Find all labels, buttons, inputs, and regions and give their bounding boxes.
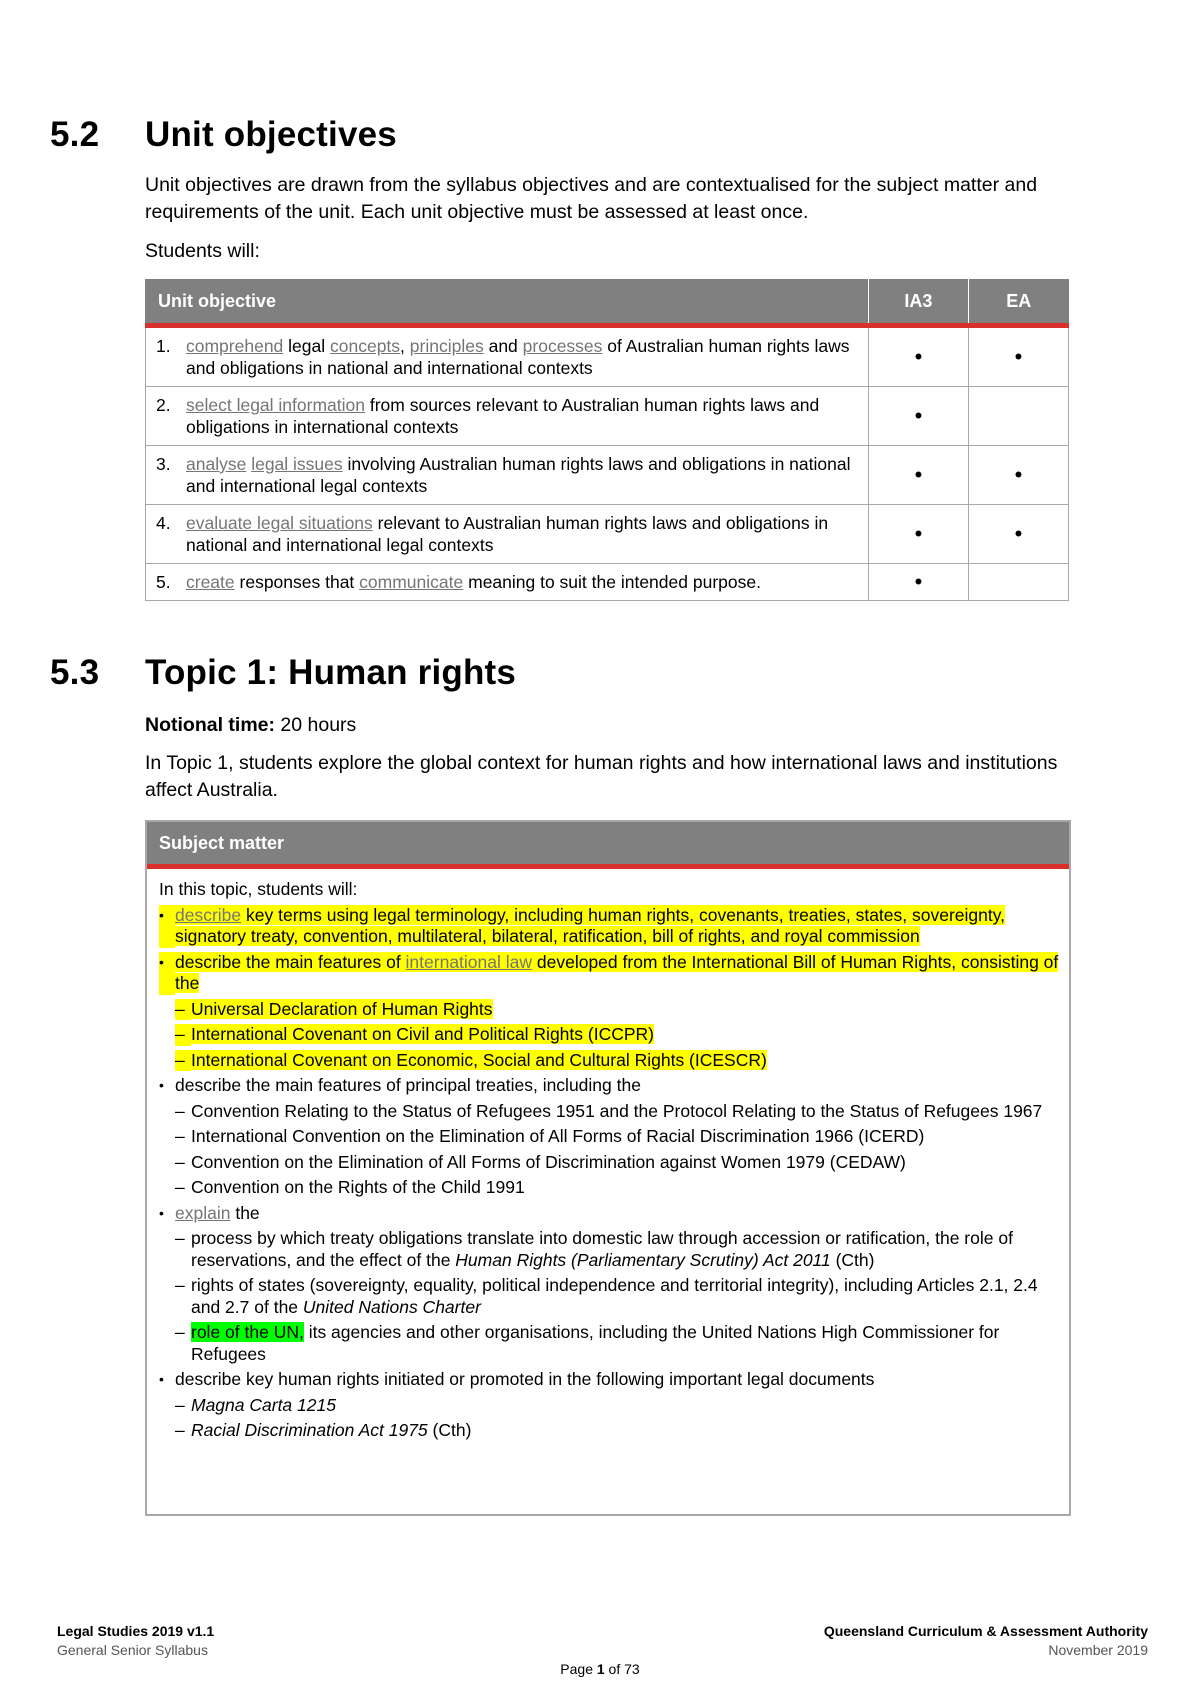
glossary-term-link[interactable]: concepts [330, 336, 401, 356]
item-text-run [175, 905, 1005, 947]
ea-assessed-cell [968, 564, 1068, 601]
item-text-run [191, 1395, 336, 1415]
sub-item [175, 1420, 1059, 1442]
italic-text: United Nations Charter [302, 1296, 481, 1317]
objective-cell [146, 387, 869, 446]
glossary-term-link[interactable]: legal issues [251, 454, 343, 474]
text-run: rights of states (sovereignty, equality, political independence and territorial integrity), including Articles 2.1, 2.4 and 2.7 of the [191, 1275, 1038, 1317]
item-text-run [175, 1075, 641, 1095]
dash-marker: – [175, 1050, 191, 1072]
section-number: 5.2 [50, 115, 100, 154]
objective-text [186, 394, 858, 438]
item-text [175, 1203, 260, 1225]
text-run: key terms using legal terminology, including human rights, covenants, treaties, states, sovereignty, signatory treaty, convention, multilateral, bilateral, ratification, bill of rights, and royal commission [175, 904, 1006, 946]
dash-marker: – [175, 1420, 185, 1440]
sub-item [175, 1024, 1059, 1046]
unit-objectives-intro: Unit objectives are drawn from the syllabus objectives and are contextualised for the subject matter and requirements of the unit. Each unit objective must be assessed at least once. [145, 174, 1038, 223]
item-text-run [191, 1126, 924, 1146]
glossary-term-link[interactable]: principles [409, 336, 484, 356]
glossary-term-link[interactable]: comprehend [186, 336, 284, 356]
text-run: , [400, 336, 410, 356]
text-run: and [483, 336, 523, 356]
ea-assessed-cell [968, 326, 1068, 387]
dash-marker: – [175, 1024, 191, 1046]
bullet-item [159, 905, 1059, 948]
dash-marker: – [175, 1100, 185, 1121]
section-5-3-heading [50, 653, 516, 693]
item-text-run [191, 1177, 525, 1197]
text-run: legal [283, 336, 330, 356]
section-title: Topic 1: Human rights [145, 653, 517, 692]
page-total: 73 [624, 1661, 640, 1677]
bullet-marker: • [159, 1204, 164, 1221]
text-run: Convention on the Rights of the Child 1991 [191, 1177, 525, 1197]
col-ea: EA [968, 279, 1068, 326]
ea-assessed-cell [968, 505, 1068, 564]
item-text [191, 1228, 1059, 1271]
footer-date: November 2019 [1048, 1642, 1148, 1658]
bullet-item [159, 952, 1059, 995]
item-text [191, 1126, 924, 1148]
bullet-marker: • [159, 905, 175, 948]
item-text [191, 1177, 525, 1199]
notional-time-value: 20 hours [275, 714, 357, 736]
section-number: 5.3 [50, 653, 100, 692]
sub-item [175, 1126, 1059, 1148]
item-text [175, 952, 1059, 995]
assessed-dot: • [914, 403, 923, 428]
assessed-dot: • [1014, 462, 1023, 487]
ea-assessed-cell [968, 446, 1068, 505]
bullet-marker: • [159, 1077, 164, 1093]
subject-matter-body [147, 869, 1069, 1442]
assessed-dot: • [1014, 344, 1023, 369]
ia3-assessed-cell [868, 446, 968, 505]
item-text [191, 1152, 906, 1174]
objective-text [186, 571, 858, 593]
assessed-dot: • [914, 344, 923, 369]
table-row [146, 446, 1069, 505]
footer-org: Queensland Curriculum & Assessment Authority [823, 1623, 1148, 1639]
students-will-label: Students will: [145, 240, 260, 262]
text-run: describe the main features of principal treaties, including the [175, 1075, 641, 1095]
glossary-term-link[interactable]: evaluate legal situations [186, 513, 373, 533]
objective-text [186, 453, 858, 497]
ia3-assessed-cell [868, 387, 968, 446]
objective-text [186, 335, 858, 379]
glossary-term-link[interactable]: processes [522, 336, 603, 356]
item-text [191, 1395, 336, 1417]
bullet-marker: • [159, 1371, 164, 1387]
glossary-term-link[interactable]: create [186, 572, 235, 592]
text-run: International Covenant on Economic, Social and Cultural Rights (ICESCR) [191, 1049, 767, 1070]
objective-cell [146, 564, 869, 601]
ia3-assessed-cell [868, 505, 968, 564]
text-run: process by which treaty obligations translate into domestic law through accession or ratification, the role of reservations, and the effect of the [191, 1228, 1013, 1270]
text-run: responses that [234, 572, 360, 592]
text-run: describe the main features of [175, 951, 406, 972]
objective-number: 5. [156, 572, 171, 592]
text-run: from sources relevant to Australian human rights laws and obligations in international contexts [186, 395, 820, 437]
subject-matter-box [145, 820, 1071, 1516]
objective-cell [146, 446, 869, 505]
text-run: (Cth) [830, 1249, 875, 1270]
item-text [175, 905, 1059, 948]
ea-assessed-cell [968, 387, 1068, 446]
sub-item [175, 1275, 1059, 1318]
text-run: Universal Declaration of Human Rights [191, 998, 493, 1019]
table-row [146, 326, 1069, 387]
table-row [146, 564, 1069, 601]
text-run: describe key human rights initiated or promoted in the following important legal documents [175, 1369, 875, 1389]
page-current: 1 [596, 1661, 605, 1677]
objective-number: 4. [156, 513, 171, 533]
unit-objectives-table [145, 279, 1069, 601]
footer-right [824, 1622, 1148, 1660]
item-text-run [175, 952, 1058, 994]
item-text-run [175, 1203, 260, 1223]
table-row [146, 505, 1069, 564]
section-5-2-heading [50, 115, 397, 155]
objective-cell [146, 326, 869, 387]
item-text [191, 1024, 654, 1046]
item-text-run [191, 1024, 654, 1044]
dash-marker: – [175, 1126, 185, 1146]
text-run: Convention on the Elimination of All Forms of Discrimination against Women 1979 (CEDAW) [191, 1151, 906, 1172]
section-title: Unit objectives [145, 115, 397, 154]
objective-number: 1. [156, 336, 171, 356]
assessed-dot: • [914, 569, 923, 594]
footer-doc-subtitle: General Senior Syllabus [57, 1642, 208, 1658]
text-run: International Convention on the Elimination of All Forms of Racial Discrimination 1966 (ICERD) [191, 1126, 925, 1146]
objective-number: 3. [156, 454, 171, 474]
item-text [175, 1369, 874, 1391]
text-run: (Cth) [427, 1420, 472, 1440]
item-text-run [191, 999, 493, 1019]
glossary-term-link[interactable]: select legal information [186, 395, 365, 415]
dash-marker: – [175, 1228, 185, 1248]
item-text [191, 1420, 471, 1442]
assessed-dot: • [914, 462, 923, 487]
sub-item [175, 1152, 1059, 1174]
dash-marker: – [175, 999, 191, 1021]
col-unit-objective: Unit objective [146, 279, 869, 326]
item-text [191, 1050, 767, 1072]
sub-item [175, 1322, 1059, 1365]
glossary-term-link[interactable]: analyse [186, 454, 247, 474]
text-run: the [230, 1202, 260, 1223]
italic-text: Racial Discrimination Act 1975 [191, 1420, 428, 1440]
sub-item [175, 1101, 1059, 1123]
item-text-run [175, 1369, 874, 1389]
italic-text: Human Rights (Parliamentary Scrutiny) Act 2011 [455, 1249, 831, 1270]
text-run: involving Australian human rights laws and obligations in national and international legal contexts [186, 454, 851, 496]
assessed-dot: • [1014, 521, 1023, 546]
ia3-assessed-cell [868, 326, 968, 387]
item-text [191, 999, 493, 1021]
text-run: Convention Relating to the Status of Refugees 1951 and the Protocol Relating to the Status of Refugees 1967 [191, 1100, 1043, 1121]
dash-marker: – [175, 1177, 185, 1197]
page-prefix: Page [560, 1661, 597, 1677]
footer-doc-title: Legal Studies 2019 v1.1 [57, 1623, 215, 1639]
col-ia3: IA3 [868, 279, 968, 326]
notional-time-label: Notional time: [145, 714, 275, 736]
dash-marker: – [175, 1394, 185, 1415]
glossary-term-link[interactable]: describe [175, 904, 242, 925]
sub-item [175, 1395, 1059, 1417]
text-run: meaning to suit the intended purpose. [463, 572, 761, 592]
item-text-run [191, 1152, 906, 1172]
sub-item [175, 1177, 1059, 1199]
item-text-run [191, 1275, 1038, 1317]
bullet-item [159, 1369, 1059, 1391]
sub-item [175, 1050, 1059, 1072]
item-text-run [191, 1050, 767, 1070]
item-text-run [191, 1322, 999, 1364]
glossary-term-link[interactable]: communicate [359, 572, 464, 592]
bullet-item [159, 1075, 1059, 1097]
glossary-term-link[interactable]: international law [405, 951, 533, 972]
ia3-assessed-cell [868, 564, 968, 601]
sub-item [175, 999, 1059, 1021]
glossary-term-link[interactable]: explain [175, 1202, 231, 1223]
subject-matter-header: Subject matter [147, 822, 1069, 869]
bullet-marker: • [159, 952, 175, 995]
subject-matter-lead: In this topic, students will: [159, 879, 358, 899]
page-of: of [604, 1661, 625, 1677]
objective-cell [146, 505, 869, 564]
item-text [175, 1075, 641, 1097]
objective-text [186, 512, 858, 556]
bullet-item [159, 1203, 1059, 1225]
assessed-dot: • [914, 521, 923, 546]
dash-marker: – [175, 1322, 185, 1342]
text-run: developed from the International Bill of Human Rights, consisting of the [175, 951, 1059, 993]
objective-number: 2. [156, 395, 171, 415]
footer-left [57, 1622, 214, 1660]
text-run: its agencies and other organisations, including the United Nations High Commissioner for Refugees [191, 1322, 1000, 1364]
notional-time [145, 712, 1065, 739]
dash-marker: – [175, 1275, 185, 1295]
item-text [191, 1322, 1059, 1365]
item-text-run [191, 1228, 1013, 1270]
text-run: of Australian human rights laws and obligations in national and international contexts [186, 336, 850, 378]
sub-item [175, 1228, 1059, 1271]
table-header-row [146, 279, 1069, 326]
item-text [191, 1101, 1042, 1123]
table-row [146, 387, 1069, 446]
item-text-run [191, 1420, 471, 1440]
item-text-run [191, 1101, 1042, 1121]
dash-marker: – [175, 1151, 185, 1172]
item-text [191, 1275, 1059, 1318]
text-run: International Covenant on Civil and Political Rights (ICCPR) [191, 1024, 654, 1044]
text-run: relevant to Australian human rights laws and obligations in national and international legal contexts [186, 513, 829, 555]
text-run: role of the UN, [191, 1322, 304, 1342]
italic-text: Magna Carta 1215 [191, 1394, 336, 1415]
page-number [0, 1660, 1200, 1679]
topic-intro: In Topic 1, students explore the global context for human rights and how international laws and institutions affect Australia. [145, 752, 1058, 801]
